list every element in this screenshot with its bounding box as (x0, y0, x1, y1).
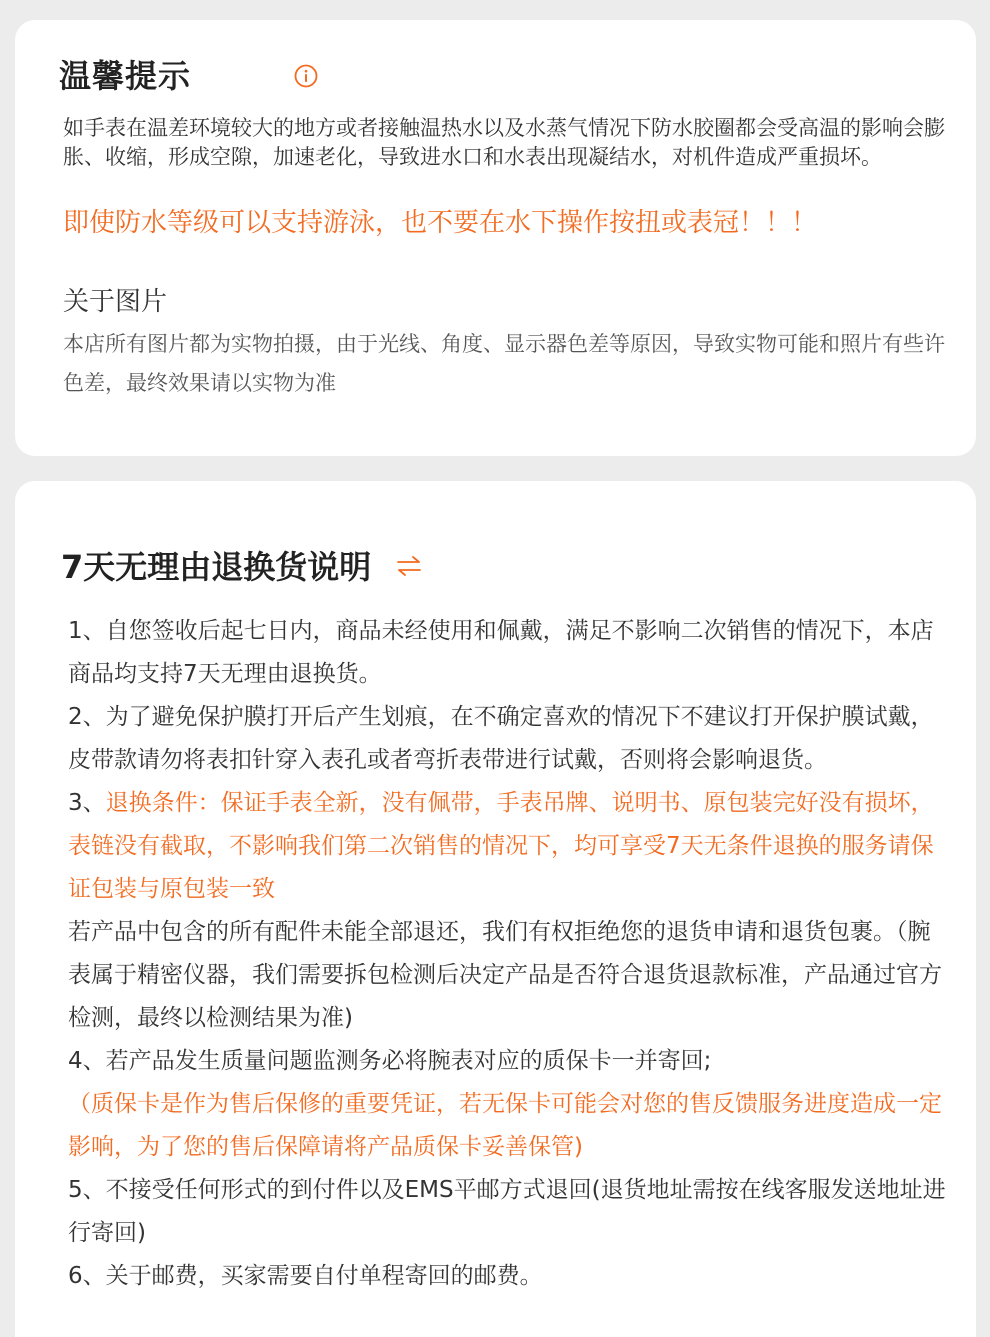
policy-item-4: 4、若产品发生质量问题监测务必将腕表对应的质保卡一并寄回; (68, 1048, 712, 1074)
warranty-card-note: （质保卡是作为售后保修的重要凭证，若无保卡可能会对您的售反馈服务进度造成一定影响，为了您的售后保障请将产品质保卡妥善保管) (68, 1091, 942, 1160)
policy-item-3-conditions: 退换条件：保证手表全新，没有佩带，手表吊牌、说明书、原包装完好没有损坏，表链没有截取，不影响我们第二次销售的情况下，均可享受7天无条件退换的服务请保证包装与原包装一致 (68, 790, 934, 902)
policy-item-6: 6、关于邮费，买家需要自付单程寄回的邮费。 (68, 1263, 543, 1289)
return-policy-card (15, 481, 976, 1337)
waterproof-warning: 即使防水等级可以支持游泳，也不要在水下操作按扭或表冠！！！ (63, 208, 818, 238)
return-policy-title: 7天无理由退换货说明 (61, 548, 372, 586)
policy-item-1: 1、自您签收后起七日内，商品未经使用和佩戴，满足不影响二次销售的情况下，本店商品均支持7天无理由退换货。 (68, 618, 934, 687)
return-policy-list (68, 610, 948, 1298)
policy-item-2: 2、为了避免保护膜打开后产生划痕，在不确定喜欢的情况下不建议打开保护膜试戴，皮带款请勿将表扣针穿入表孔或者弯折表带进行试戴，否则将会影响退货。 (68, 704, 934, 773)
warm-tips-card (15, 20, 976, 456)
policy-item-5: 5、不接受任何形式的到付件以及EMS平邮方式退回(退货地址需按在线客服发送地址进行寄回) (68, 1177, 946, 1246)
about-photos-title: 关于图片 (63, 287, 168, 317)
policy-item-3 (68, 782, 948, 911)
about-photos-body: 本店所有图片都为实物拍摄，由于光线、角度、显示器色差等原因，导致实物可能和照片有些许色差，最终效果请以实物为准 (63, 332, 945, 395)
info-circle-icon (294, 64, 318, 88)
warm-tips-title: 温馨提示 (59, 57, 192, 95)
swap-arrows-icon (395, 553, 423, 579)
policy-accessories-note: 若产品中包含的所有配件未能全部退还，我们有权拒绝您的退货申请和退货包裹。（腕表属于精密仪器，我们需要拆包检测后决定产品是否符合退货退款标准，产品通过官方检测，最终以检测结果为准) (68, 919, 942, 1031)
warm-tips-body: 如手表在温差环境较大的地方或者接触温热水以及水蒸气情况下防水胶圈都会受高温的影响会膨胀、收缩，形成空隙，加速老化，导致进水口和水表出现凝结水，对机件造成严重损坏。 (63, 116, 945, 169)
policy-item-3-number: 3、 (68, 790, 106, 816)
